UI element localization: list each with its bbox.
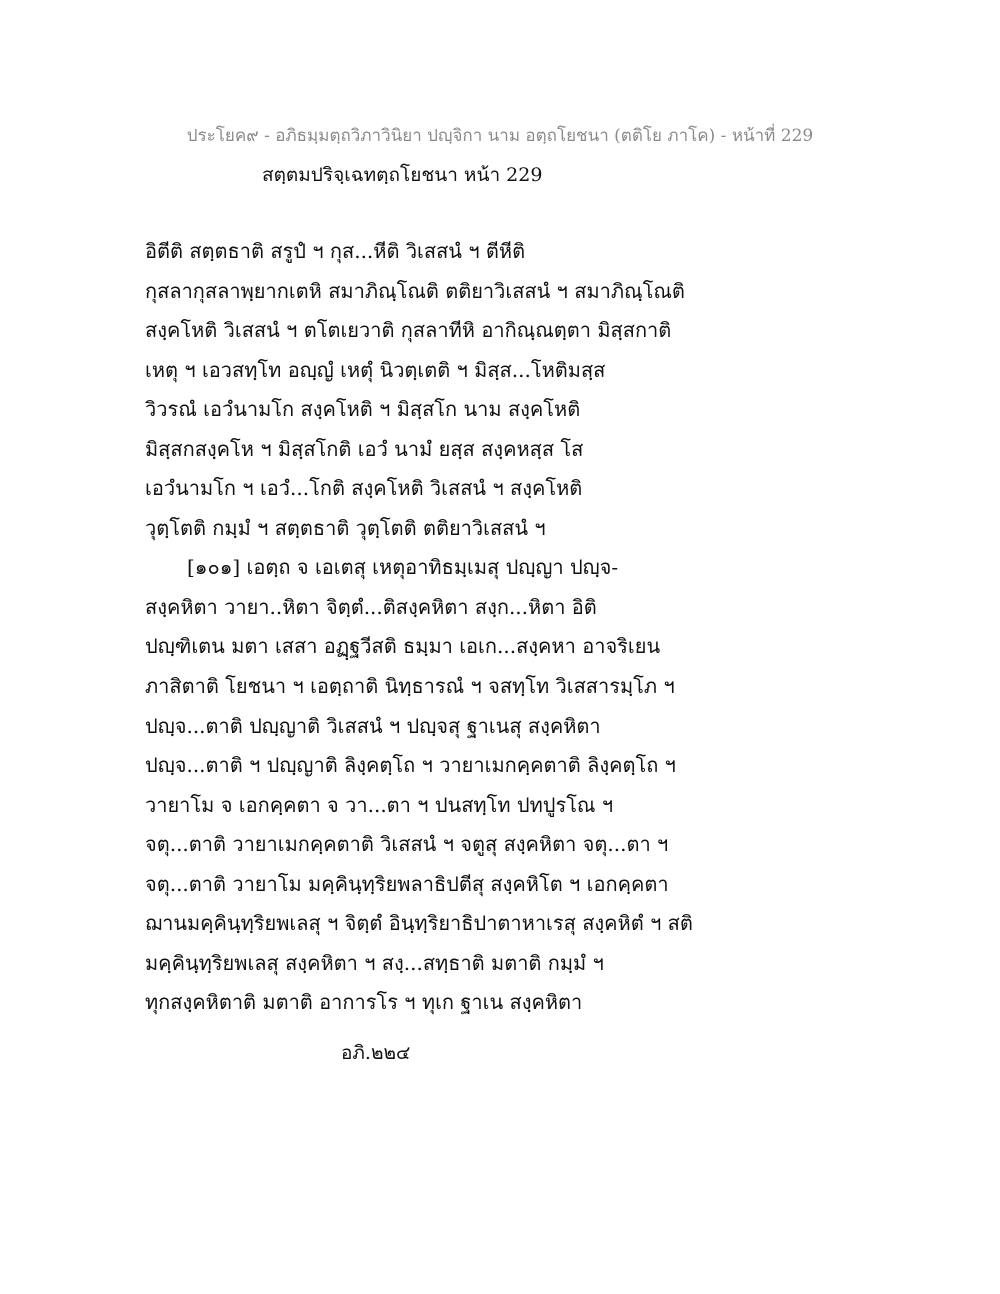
text-line: จตุ...ตาติ วายาเมกคฺคตาติ วิเสสนํ ฯ จตูสุ สงฺคหิตา จตุ...ตา ฯ [145,832,669,857]
text-line: มคฺคินฺทฺริยพเลสุ สงฺคหิตา ฯ สงฺ...สทฺธาติ มตาติ กมฺมํ ฯ [145,950,604,975]
body-text [145,232,845,1023]
section-heading: สตฺตมปริจฺเฉทตฺถโยชนา หน้า 229 [262,164,543,186]
running-header: ประโยค๙ - อภิธมฺมตฺถวิภาวินิยา ปญฺจิกา นาม อตฺถโยชนา (ตติโย ภาโค) - หน้าที่ 229 [186,126,814,146]
text-line: เหตุ ฯ เอวสทฺโท อญฺญํ เหตุํ นิวตฺเตติ ฯ มิสฺส...โหติมสฺส [145,357,606,382]
text-line: ภาสิตาติ โยชนา ฯ เอตฺถาติ นิทฺธารณํ ฯ จสทฺโท วิเสสารมฺโภ ฯ [145,674,675,699]
text-line: จตุ...ตาติ วายาโม มคฺคินฺทฺริยพลาธิปตีสุ สงฺคหิโต ฯ เอกคฺคตา [145,871,669,896]
text-line: วายาโม จ เอกคฺคตา จ วา...ตา ฯ ปนสทฺโท ปทปูรโณ ฯ [145,792,614,817]
text-line: กุสลากุสลาพฺยากเตหิ สมาภิณฺโณติ ตติยาวิเสสนํ ฯ สมาภิณฺโณติ [145,278,685,303]
text-line: วิวรณํ เอวํนามโก สงฺคโหติ ฯ มิสฺสโก นาม สงฺคโหติ [145,397,581,422]
text-line: ปญฺจ...ตาติ ฯ ปญฺญาติ ลิงฺคตฺโถ ฯ วายาเมกคฺคตาติ ลิงฺคตฺโถ ฯ [145,753,676,778]
page-code: อภิ.๒๒๔ [341,1042,411,1064]
text-line: วุตฺโตติ กมฺมํ ฯ สตฺตธาติ วุตฺโตติ ตติยาวิเสสนํ ฯ [145,515,546,540]
text-line: ปญฺจ...ตาติ ปญฺญาติ วิเสสนํ ฯ ปญฺจสุ ฐาเนสุ สงฺคหิตา [145,713,601,738]
paragraph-start-line: [๑๐๑] เอตฺถ จ เอเตสุ เหตุอาทิธมฺเมสุ ปญฺญา ปญฺจ- [187,555,619,580]
text-line: ปญฺฑิเตน มตา เสสา อฏฺฐวีสติ ธมฺมา เอเก...สงฺคหา อาจริเยน [145,634,661,659]
text-line: สงฺคโหติ วิเสสนํ ฯ ตโตเยวาติ กุสลาทีหิ อากิณฺณตฺตา มิสฺสกาติ [145,318,672,343]
text-line: เอวํนามโก ฯ เอวํ...โกติ สงฺคโหติ วิเสสนํ ฯ สงฺคโหติ [145,476,583,501]
text-line: ทุกสงฺคหิตาติ มตาติ อาการโร ฯ ทุเก ฐาเน สงฺคหิตา [145,990,583,1015]
text-line: มิสฺสกสงฺคโห ฯ มิสฺสโกติ เอวํ นามํ ยสฺส สงฺคหสฺส โส [145,436,584,461]
text-line: อิตีติ สตฺตธาติ สรูปํ ฯ กุส...หีติ วิเสสนํ ฯ ตีหีติ [145,239,526,263]
text-line: สงฺคหิตา วายา..หิตา จิตฺตํ...ติสงฺคหิตา สงฺก...หิตา อิติ [145,594,597,619]
text-line: ฌานมคฺคินฺทฺริยพเลสุ ฯ จิตฺตํ อินฺทฺริยาธิปาตาหาเรสุ สงฺคหิตํ ฯ สติ [145,911,693,936]
